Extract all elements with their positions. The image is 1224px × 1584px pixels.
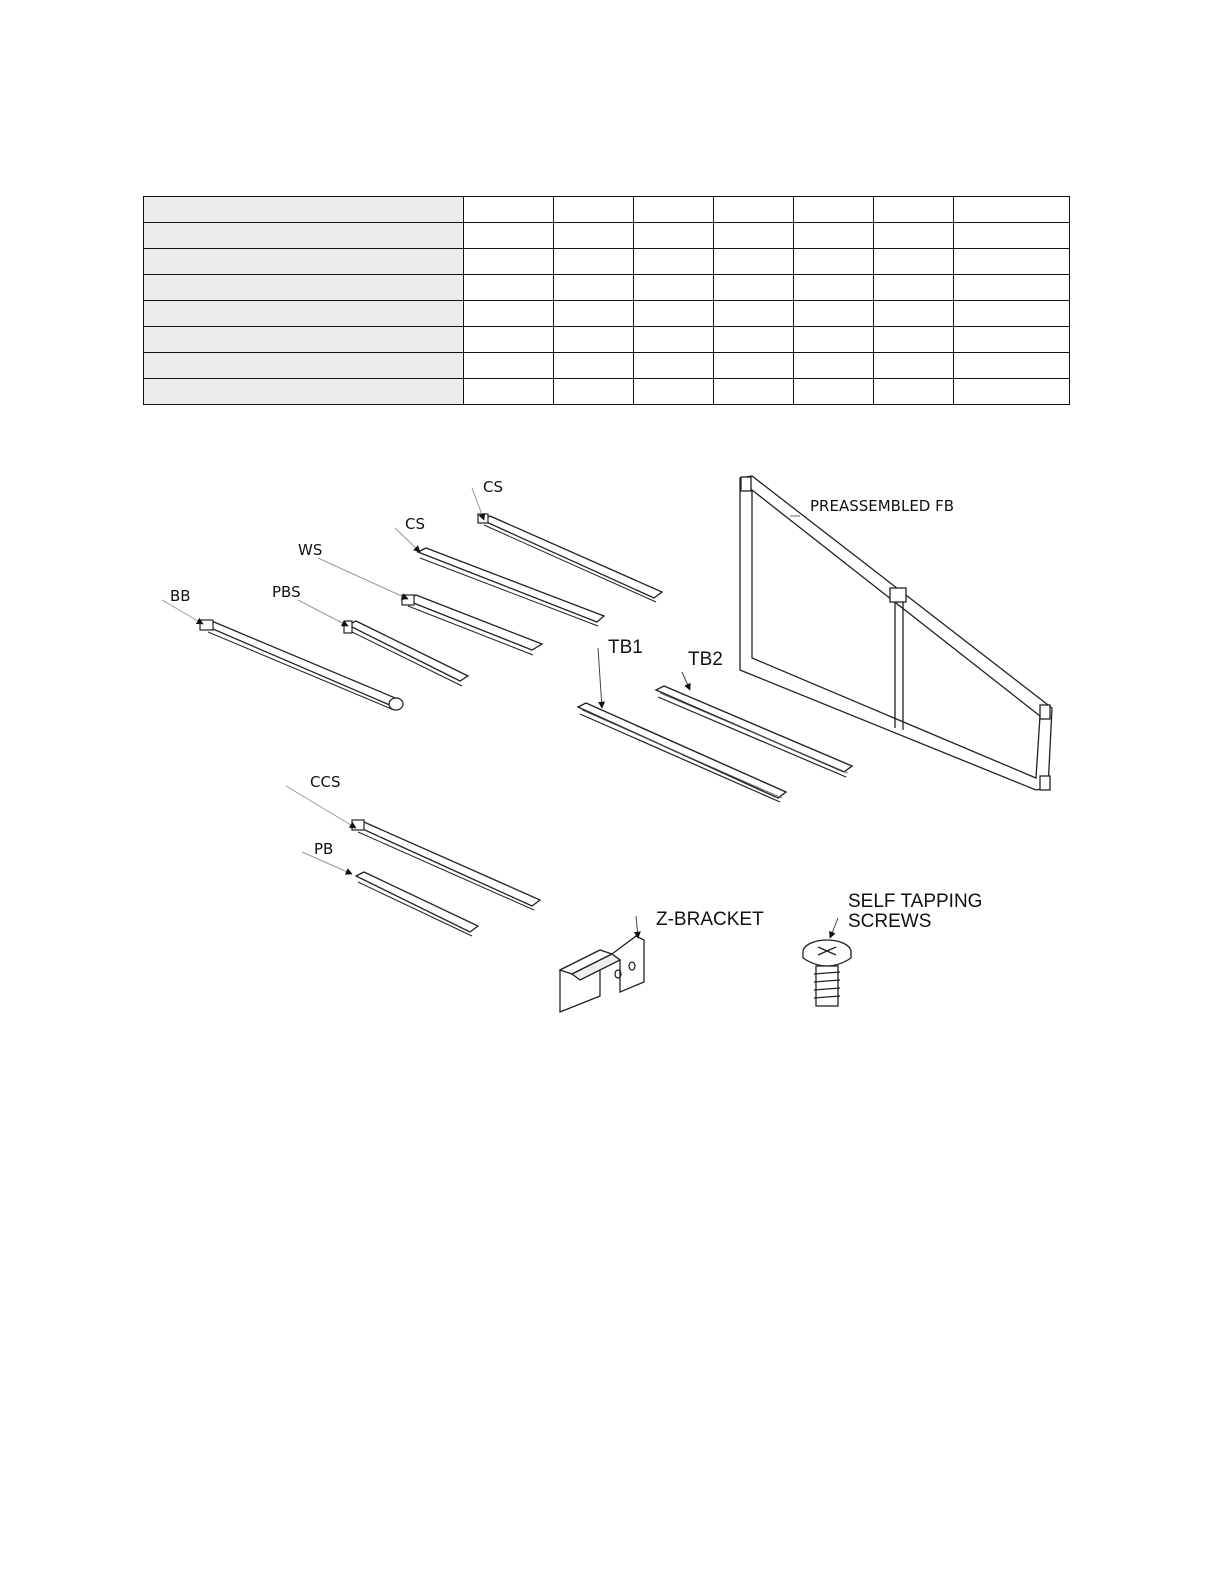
- table-cell: [464, 353, 554, 379]
- table-cell: [554, 301, 634, 327]
- table-cell: [634, 353, 714, 379]
- table-cell: [874, 327, 954, 353]
- table-cell: [714, 301, 794, 327]
- table-cell: [144, 275, 464, 301]
- table-cell: [874, 353, 954, 379]
- table-cell: [954, 301, 1070, 327]
- table-cell: [634, 327, 714, 353]
- table-cell: [874, 379, 954, 405]
- table-row: [144, 353, 1070, 379]
- label-cs-top: CS: [483, 478, 503, 496]
- table-cell: [144, 353, 464, 379]
- table-cell: [874, 301, 954, 327]
- table-cell: [464, 223, 554, 249]
- table-cell: [634, 379, 714, 405]
- label-preassembled: PREASSEMBLED FB: [810, 497, 955, 515]
- ws-part: [318, 558, 542, 655]
- table-cell: [464, 275, 554, 301]
- table-cell: [794, 327, 874, 353]
- table-cell: [874, 275, 954, 301]
- parts-table: [143, 196, 1070, 405]
- table-cell: [714, 353, 794, 379]
- table-row: [144, 379, 1070, 405]
- table-cell: [464, 301, 554, 327]
- label-screws-line2: SCREWS: [848, 911, 932, 932]
- label-pbs: PBS: [272, 583, 301, 601]
- table-cell: [634, 301, 714, 327]
- table-cell: [144, 379, 464, 405]
- table-cell: [714, 223, 794, 249]
- label-pb: PB: [314, 840, 334, 858]
- table-cell: [874, 223, 954, 249]
- table-cell: [794, 353, 874, 379]
- table-row: [144, 275, 1070, 301]
- label-tb2: TB2: [688, 649, 723, 670]
- label-tb1: TB1: [608, 637, 643, 658]
- table-cell: [794, 301, 874, 327]
- table-cell: [464, 327, 554, 353]
- label-ccs: CCS: [310, 773, 341, 791]
- table-cell: [874, 197, 954, 223]
- table-cell: [954, 327, 1070, 353]
- label-bb: BB: [170, 587, 191, 605]
- table-cell: [144, 301, 464, 327]
- table-cell: [714, 275, 794, 301]
- table-cell: [464, 379, 554, 405]
- table-cell: [554, 353, 634, 379]
- table-cell: [954, 223, 1070, 249]
- table-row: [144, 197, 1070, 223]
- table-cell: [634, 197, 714, 223]
- table-cell: [794, 197, 874, 223]
- table-cell: [144, 197, 464, 223]
- parts-diagram: [0, 440, 1224, 1060]
- label-z-bracket: Z-BRACKET: [656, 909, 764, 930]
- table-cell: [554, 197, 634, 223]
- table-cell: [554, 379, 634, 405]
- table-cell: [954, 379, 1070, 405]
- table-cell: [714, 249, 794, 275]
- table-cell: [464, 197, 554, 223]
- table-cell: [954, 197, 1070, 223]
- table-cell: [874, 249, 954, 275]
- table-row: [144, 249, 1070, 275]
- table-cell: [464, 249, 554, 275]
- table-cell: [144, 327, 464, 353]
- table-cell: [954, 275, 1070, 301]
- table-cell: [794, 249, 874, 275]
- screw-part: [803, 918, 851, 1006]
- table-cell: [144, 223, 464, 249]
- table-row: [144, 327, 1070, 353]
- label-ws: WS: [298, 541, 323, 559]
- table-cell: [794, 223, 874, 249]
- table-cell: [794, 379, 874, 405]
- table-cell: [634, 223, 714, 249]
- label-screws-line1: SELF TAPPING: [848, 891, 983, 912]
- table-row: [144, 301, 1070, 327]
- table-cell: [554, 249, 634, 275]
- table-cell: [794, 275, 874, 301]
- table-cell: [634, 249, 714, 275]
- cs-mid-part: [395, 528, 604, 626]
- table-cell: [954, 249, 1070, 275]
- z-bracket-part: [560, 916, 644, 1012]
- table-cell: [554, 327, 634, 353]
- table-cell: [144, 249, 464, 275]
- table-cell: [954, 353, 1070, 379]
- table-cell: [554, 223, 634, 249]
- table-cell: [634, 275, 714, 301]
- bb-part: [162, 600, 403, 710]
- table-cell: [554, 275, 634, 301]
- table-cell: [714, 197, 794, 223]
- label-cs-mid: CS: [405, 515, 425, 533]
- table-cell: [714, 379, 794, 405]
- table-cell: [714, 327, 794, 353]
- table-row: [144, 223, 1070, 249]
